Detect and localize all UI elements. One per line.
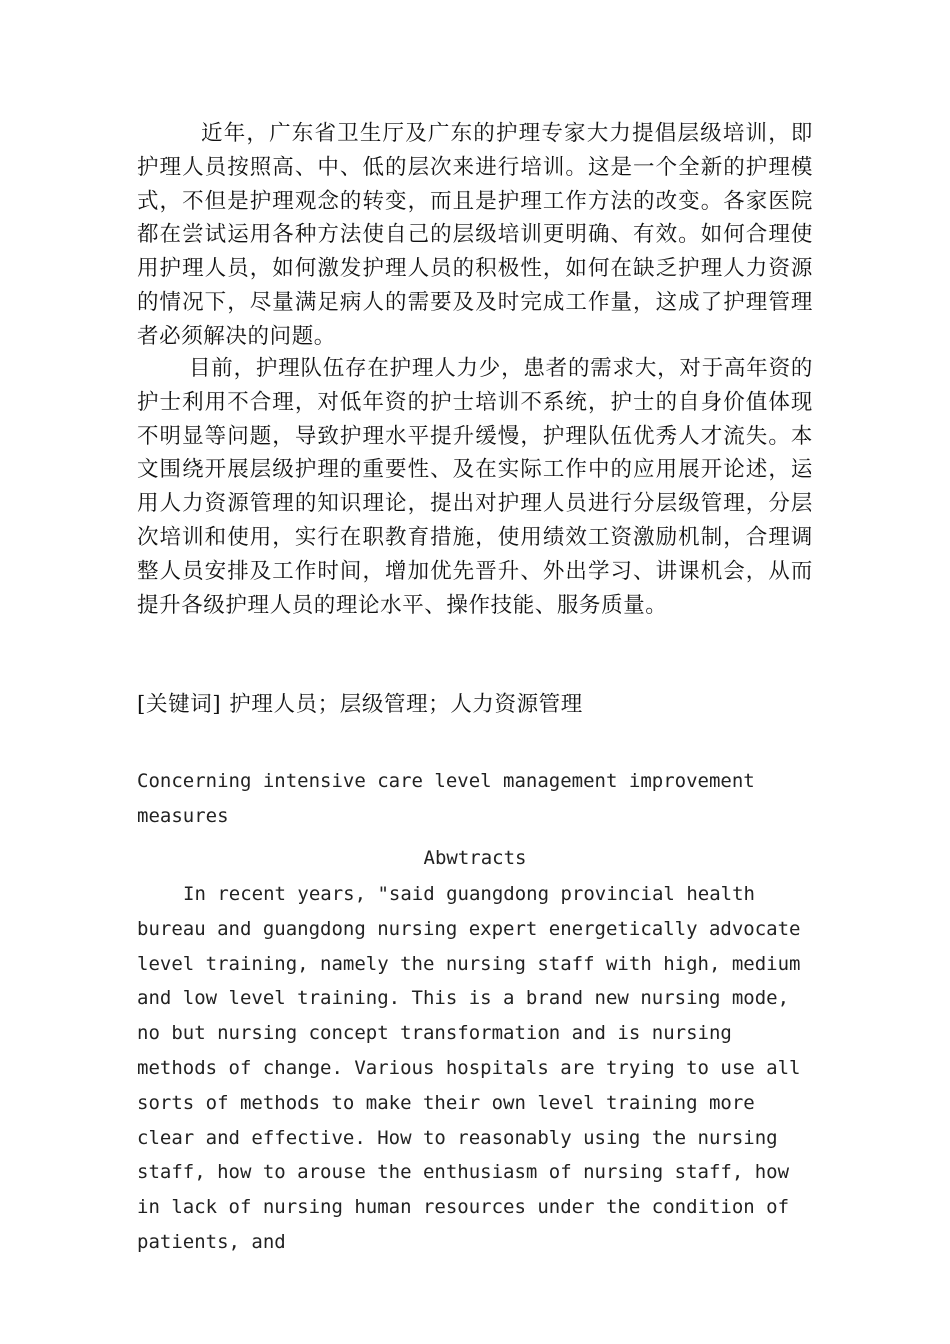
chinese-abstract-paragraph-2: 目前，护理队伍存在护理人力少，患者的需求大，对于高年资的护士利用不合理，对低年资的护士培训不系统，护士的自身价值体现不明显等问题，导致护理水平提升缓慢，护理队伍优秀人才流失。本文围绕开展层级护理的重要性、及在实际工作中的应用展开论述，运用人力资源管理的知识理论，提出对护理人员进行分层级管理，分层次培训和使用，实行在职教育措施，使用绩效工资激励机制，合理调整人员安排及工作时间，增加优先晋升、外出学习、讲课机会，从而提升各级护理人员的理论水平、操作技能、服务质量。	[137, 356, 813, 618]
english-title: Concerning intensive care level management improvement measures	[137, 770, 755, 827]
english-abstract-heading: Abwtracts	[423, 847, 527, 869]
keywords-line	[137, 688, 813, 722]
chinese-abstract-paragraph-1: 近年，广东省卫生厅及广东的护理专家大力提倡层级培训，即护理人员按照高、中、低的层次来进行培训。这是一个全新的护理模式，不但是护理观念的转变，而且是护理工作方法的改变。各家医院都在尝试运用各种方法使自己的层级培训更明确、有效。如何合理使用护理人员，如何激发护理人员的积极性，如何在缺乏护理人力资源的情况下，尽量满足病人的需要及及时完成工作量，这成了护理管理者必须解决的问题。	[137, 121, 813, 349]
keywords-value: 护理人员；层级管理；人力资源管理	[229, 692, 583, 717]
english-abstract-paragraph: In recent years, "said guangdong provincial health bureau and guangdong nursing expert energetically advocate level training, namely the nursing staff with high, medium and low level training. This is a brand new nursing mode, no but nursing concept transformation and is nursing methods of change. Various hospitals are trying to use all sorts of methods to make their own level training more clear and effective. How to reasonably using the nursing staff, how to arouse the enthusiasm of nursing staff, how in lack of nursing human resources under the condition of patients, and	[137, 883, 801, 1253]
keywords-label: [关键词]	[137, 692, 222, 717]
